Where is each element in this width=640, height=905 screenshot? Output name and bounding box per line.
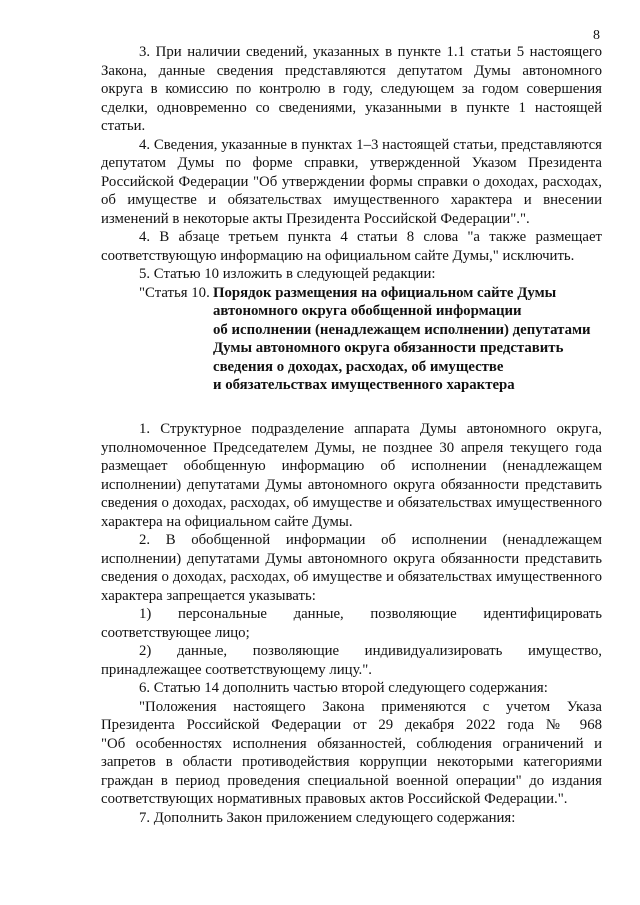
text-line: исполнении) депутатами Думы автономного округа обязанности представить (101, 550, 602, 567)
article-14-part-2 (101, 698, 602, 809)
text-line: запретов в области противодействия коррупции некоторыми категориями (101, 754, 602, 770)
text-line: размещает обобщенную информацию об исполнении (ненадлежащем (101, 458, 602, 474)
text-line: сведения о доходах, расходах, об имуществе и обязательствах имущественного (101, 495, 602, 511)
paragraph-item-4 (101, 136, 602, 229)
article-10-part-2 (101, 531, 602, 605)
text-line: сведения о доходах, расходах, об имуществе и обязательствах имущественного (101, 569, 602, 585)
text-line: характера на официальном сайте Думы. (101, 513, 353, 530)
text-line: 1) персональные данные, позволяющие идентифицировать (139, 606, 602, 622)
article-label: "Статья 10. (139, 284, 210, 301)
text-line: 7. Дополнить Закон приложением следующего содержания: (139, 809, 516, 826)
heading-line: Порядок размещения на официальном сайте Думы (213, 284, 557, 301)
text-line: 1. Структурное подразделение аппарата Думы автономного округа, (139, 421, 602, 437)
text-line: Российской Федерации "Об утверждении формы справки о доходах, расходах, (101, 173, 602, 190)
text-line: 2. В обобщенной информации об исполнении (ненадлежащем (139, 532, 602, 548)
text-line: сделки, одновременно со сведениями, указанными в пункте 1 настоящей (101, 99, 602, 116)
text-line: статьи. (101, 118, 146, 134)
page-number: 8 (593, 28, 600, 43)
text-line: депутатом Думы по форме справки, утвержденной Указом Президента (101, 155, 602, 171)
list-item-1 (101, 605, 602, 642)
text-line: "Положения настоящего Закона применяются с учетом Указа (139, 698, 602, 715)
heading-line: сведения о доходах, расходах, об имуществе (213, 358, 504, 375)
heading-line: Думы автономного округа обязанности представить (213, 340, 564, 356)
text-line: соответствующих нормативных правовых актов Российской Федерации.". (101, 791, 568, 807)
text-line: соответствующее лицо; (101, 624, 250, 641)
paragraph-item-3 (101, 43, 602, 136)
document-body (101, 43, 602, 827)
text-line: Закона, данные сведения представляются депутатом Думы автономного (101, 62, 602, 79)
text-line: изменений в некоторые акты Президента Российской Федерации".". (101, 210, 530, 227)
text-line: об имуществе и обязательствах имущественного характера и внесении (101, 192, 602, 208)
text-line: соответствующую информацию на официальном сайте Думы," исключить. (101, 247, 575, 264)
amendment-item-6 (101, 679, 602, 698)
heading-line: об исполнении (ненадлежащем исполнении) депутатами (213, 321, 591, 338)
text-line: 2) данные, позволяющие индивидуализировать имущество, (139, 643, 602, 659)
article-10-heading (101, 284, 602, 395)
text-line: принадлежащее соответствующему лицу.". (101, 661, 372, 678)
amendment-item-4 (101, 228, 602, 265)
amendment-item-5 (101, 265, 602, 284)
article-10-part-1 (101, 420, 602, 531)
amendment-item-7 (101, 809, 602, 828)
text-line: 6. Статью 14 дополнить частью второй следующего содержания: (139, 680, 548, 696)
text-line: округа в комиссию по контролю в году, следующем за годом совершения (101, 81, 602, 97)
list-item-2 (101, 642, 602, 679)
text-line: характера запрещается указывать: (101, 587, 316, 604)
heading-line: автономного округа обобщенной информации (213, 303, 522, 319)
text-line: Президента Российской Федерации от 29 декабря 2022 года № 968 (101, 717, 602, 733)
spacer (101, 395, 602, 421)
text-line: 4. Сведения, указанные в пунктах 1–3 настоящей статьи, представляются (139, 136, 602, 153)
text-line: 5. Статью 10 изложить в следующей редакции: (139, 266, 436, 282)
text-line: 3. При наличии сведений, указанных в пункте 1.1 статьи 5 настоящего (139, 44, 602, 60)
text-line: уполномоченное Председателем Думы, не позднее 30 апреля текущего года (101, 439, 602, 456)
text-line: 4. В абзаце третьем пункта 4 статьи 8 слова "а также размещает (139, 229, 602, 245)
text-line: исполнении) депутатами Думы автономного округа обязанности представить (101, 476, 602, 493)
text-line: "Об особенностях исполнения обязанностей, соблюдения ограничений и (101, 735, 602, 752)
heading-line: и обязательствах имущественного характера (213, 377, 515, 393)
text-line: граждан в период проведения специальной военной операции" до издания (101, 772, 602, 789)
